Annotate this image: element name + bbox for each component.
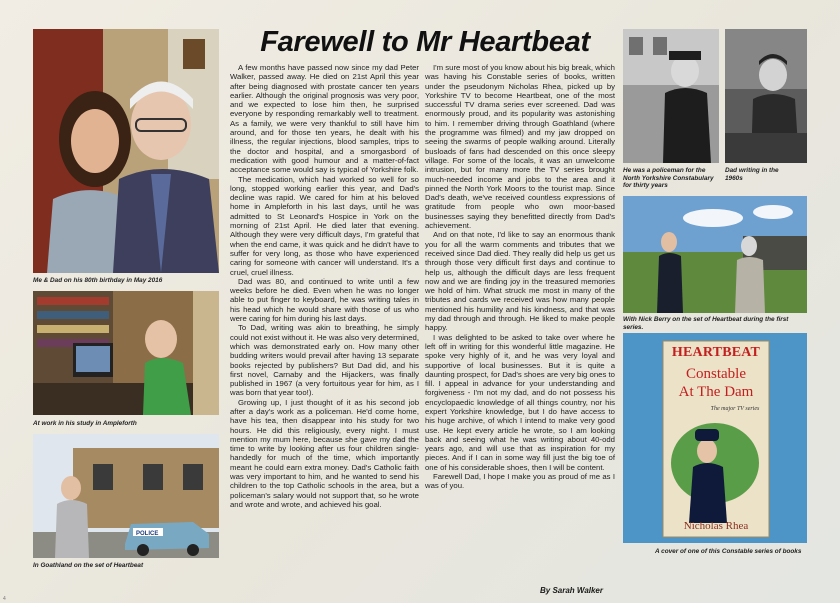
photo-goathland bbox=[33, 434, 219, 558]
paragraph: I'm sure most of you know about his big break, which was having his Constable series of books, written under the pseudonym Nicholas Rhea, picked up by Yorkshire TV to become Heartbeat, one of the most successful TV drama series ever screened. Dad was enormously proud, and its popularity was astonishing to him. I remember driving through Goathland (where the programme was filmed) and my jaw dropped on seeing the swarms of people walking around. Literally busloads of fans had descended on this once sleepy village. For some of the locals, it was an unwelcome intrusion, but for many more the TV series brought much-needed income and jobs to the area and it pinned the North York Moors to the tourist map. Since Dad's death, we've received countless expressions of gratitude from people who own moor-based businesses saying they benefitted directly from Dad's achievement. bbox=[425, 63, 615, 231]
photo-birthday bbox=[33, 29, 219, 273]
photo-study bbox=[33, 291, 219, 415]
book-title: HEARTBEAT bbox=[671, 345, 761, 360]
caption-writing: Dad writing in the 1960s bbox=[725, 167, 779, 182]
book-subtitle-2: At The Dam bbox=[678, 384, 754, 400]
caption-book-cover: A cover of one of this Constable series of books bbox=[655, 548, 802, 555]
paragraph: Growing up, I just thought of it as his second job after a day's work as a policeman. He'd come home, have his tea, then disappear into his study for two hours. He did this religiously, every night. I must mention my mum here, because she gave my dad the time to write by looking after us four children single-handedly for much of the time, which importantly meant he could earn extra money. Dad's Catholic faith was very important to him, and he wanted to send his children to the top Catholic schools in the area, but a policeman's salary would not support that, so he wrote and wrote and wrote, and achieved his goal. bbox=[230, 397, 419, 509]
paragraph: Farewell Dad, I hope I make you as proud of me as I was of you. bbox=[425, 472, 615, 491]
page-number: 4 bbox=[3, 596, 6, 602]
article-column-2 bbox=[425, 63, 615, 491]
book-author: Nicholas Rhea bbox=[683, 520, 749, 532]
caption-study: At work in his study in Ampleforth bbox=[33, 420, 137, 427]
paragraph: And on that note, I'd like to say an enormous thank you for all the warm comments and tributes that we received since Dad died. They really did help us get us through those very difficult first days and continue to help us, although the difficult days are less frequent now and we are finding joy in the treasured memories we hold of him. What struck me most in many of the tributes and cards we received was how many people mentioned his humility and his kindness, and that was my dad through and through. He liked to make people happy. bbox=[425, 230, 615, 333]
caption-birthday: Me & Dad on his 80th birthday in May 2016 bbox=[33, 277, 163, 284]
photo-policeman bbox=[623, 29, 719, 163]
paragraph: To Dad, writing was akin to breathing, he simply could not exist without it. He was also very determined, which was demonstrated early on. How many other budding writers would prevail after having 13 separate books rejected by publishers? But Dad did, and his first novel, Carnaby and the Hijackers, was finally published in 1967 (a very fortuitous year for him, as I was born that year too!). bbox=[230, 323, 419, 398]
caption-goathland: In Goathland on the set of Heartbeat bbox=[33, 562, 144, 569]
article-column-1 bbox=[230, 63, 419, 509]
book-tagline: The major TV series bbox=[710, 406, 760, 412]
caption-policeman: He was a policeman for the North Yorkshire Constabulary for thirty years bbox=[623, 167, 714, 190]
byline: By Sarah Walker bbox=[540, 586, 603, 595]
paragraph: The medication, which had worked so well for so long, stopped working earlier this year, and Dad's decline was rapid. We cared for him at his beloved home in Ampleforth in his last days, until he was admitted to St Leonard's Hospice in York on the morning of 21st April. He died later that evening. Although they were very difficult days, I'm grateful that when the end came, it was quick and he didn't have to suffer for very long, as those who have experienced caring for someone with cancer will understand. It's a cruel, cruel illness. bbox=[230, 174, 419, 277]
book-cover-area bbox=[623, 333, 807, 543]
article-title: Farewell to Mr Heartbeat bbox=[260, 26, 590, 58]
caption-nick-berry: With Nick Berry on the set of Heartbeat during the first series. bbox=[623, 316, 789, 331]
book-subtitle-1: Constable bbox=[686, 366, 746, 382]
paragraph: Dad was 80, and continued to write until a few weeks before he died. Even when he was no longer able to put finger to keyboard, he was writing tales in his head which he would share with those of us who were caring for him during his last days. bbox=[230, 276, 419, 324]
car-sign: POLICE bbox=[136, 531, 159, 537]
photo-writing bbox=[725, 29, 807, 163]
paragraph: I was delighted to be asked to take over where he left off in writing for this wonderful little magazine. He spoke very highly of it, and he was very loyal and supportive of local businesses. But it is quite a daunting prospect, for Dad's shoes are very big ones to fill. I appeal in advance for your understanding and forgiveness - I'm not my dad, and do not possess his encyclopaedic knowledge of all things country, nor his expert Yorkshire knowledge, but I do have access to his huge archive, of which I intend to make very good use. He kept every article he wrote, so I am looking back and seeing what he was writing about 40-odd years ago, and will use that as inspiration for my pieces. And if I can in some way fill just the big toe of one of his considerable shoes, then I will be content. bbox=[425, 332, 615, 472]
paragraph: A few months have passed now since my dad Peter Walker, passed away. He died on 21st April this year after being diagnosed with prostate cancer ten years earlier. Although the original prognosis was very poor, and we expected to lose him then, he surprised everyone by responding remarkably well to treatment. As a family, we were very thankful to still have him around, and for those ten years, he dealt with his illness, the regular injections, blood samples, trips to the doctor and hospital, and a smorgasbord of medication with good humour and a matter-of-fact acceptance some would say is typical of Yorkshire folk. bbox=[230, 63, 419, 175]
photo-nick-berry bbox=[623, 196, 807, 313]
